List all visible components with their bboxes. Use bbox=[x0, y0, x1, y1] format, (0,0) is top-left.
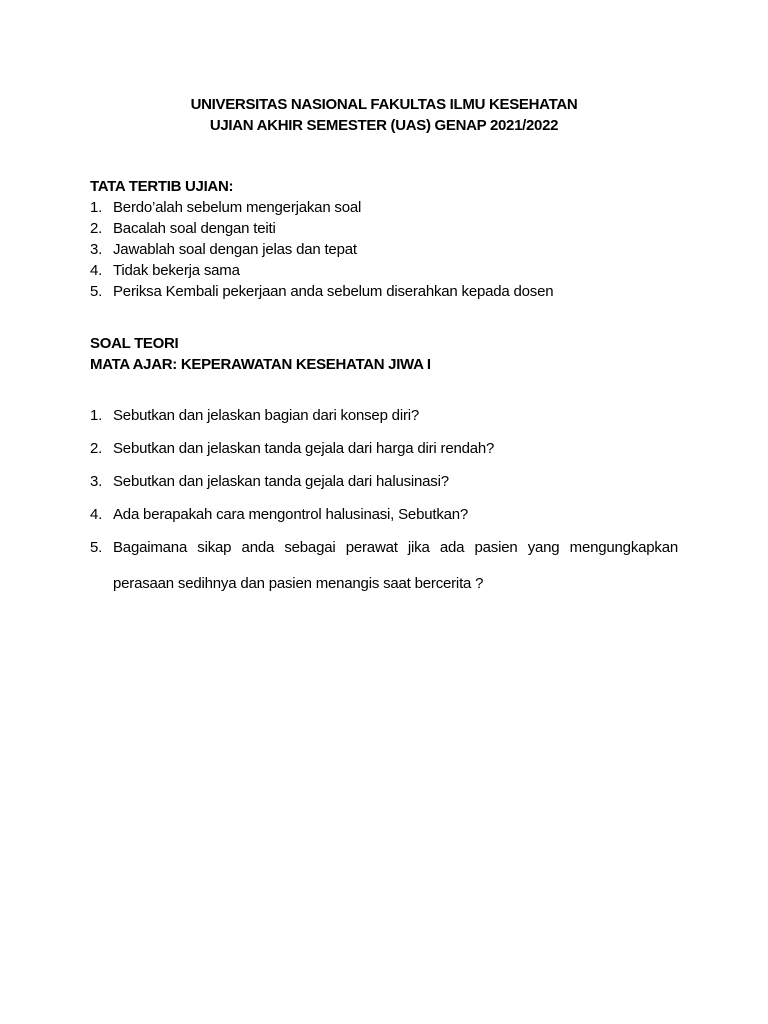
question-number: 3. bbox=[90, 473, 103, 490]
rule-text: Berdo’alah sebelum mengerjakan soal bbox=[113, 199, 362, 216]
question-item bbox=[90, 504, 678, 525]
question-text: Sebutkan dan jelaskan tanda gejala dari harga diri rendah? bbox=[113, 440, 495, 457]
rule-text: Periksa Kembali pekerjaan anda sebelum diserahkan kepada dosen bbox=[113, 283, 554, 300]
rule-number: 1. bbox=[90, 199, 103, 216]
rule-text: Jawablah soal dengan jelas dan tepat bbox=[113, 241, 357, 258]
rule-item bbox=[90, 197, 690, 218]
rule-number: 4. bbox=[90, 262, 103, 279]
section-heading bbox=[90, 333, 431, 375]
question-number: 1. bbox=[90, 407, 103, 424]
question-text: Bagaimana sikap anda sebagai perawat jika ada pasien yang mengungkapkan perasaan sedihnya dan pasien menangis saat bercerita ? bbox=[113, 539, 678, 592]
exam-title: UJIAN AKHIR SEMESTER (UAS) GENAP 2021/2022 bbox=[209, 117, 559, 134]
rule-number: 5. bbox=[90, 283, 103, 300]
rule-item bbox=[90, 281, 690, 302]
university-faculty-title: UNIVERSITAS NASIONAL FAKULTAS ILMU KESEHATAN bbox=[190, 96, 578, 113]
rule-text: Tidak bekerja sama bbox=[113, 262, 240, 279]
question-item bbox=[90, 438, 678, 459]
question-item bbox=[90, 537, 678, 602]
rule-number: 2. bbox=[90, 220, 103, 237]
question-text: Ada berapakah cara mengontrol halusinasi, Sebutkan? bbox=[113, 506, 469, 523]
question-text: Sebutkan dan jelaskan tanda gejala dari halusinasi? bbox=[113, 473, 449, 490]
question-number: 4. bbox=[90, 506, 103, 523]
rule-number: 3. bbox=[90, 241, 103, 258]
rule-item bbox=[90, 239, 690, 260]
subject-title: MATA AJAR: KEPERAWATAN KESEHATAN JIWA I bbox=[90, 356, 431, 373]
question-item bbox=[90, 471, 678, 492]
rules-list bbox=[90, 197, 690, 302]
question-item bbox=[90, 405, 678, 426]
question-number: 2. bbox=[90, 440, 103, 457]
rule-item bbox=[90, 218, 690, 239]
document-header bbox=[0, 94, 768, 136]
section-title: SOAL TEORI bbox=[90, 335, 179, 352]
rules-heading: TATA TERTIB UJIAN: bbox=[90, 178, 234, 195]
questions-list bbox=[90, 405, 678, 614]
question-text: Sebutkan dan jelaskan bagian dari konsep diri? bbox=[113, 407, 420, 424]
rule-item bbox=[90, 260, 690, 281]
question-number: 5. bbox=[90, 539, 103, 556]
rule-text: Bacalah soal dengan teiti bbox=[113, 220, 276, 237]
